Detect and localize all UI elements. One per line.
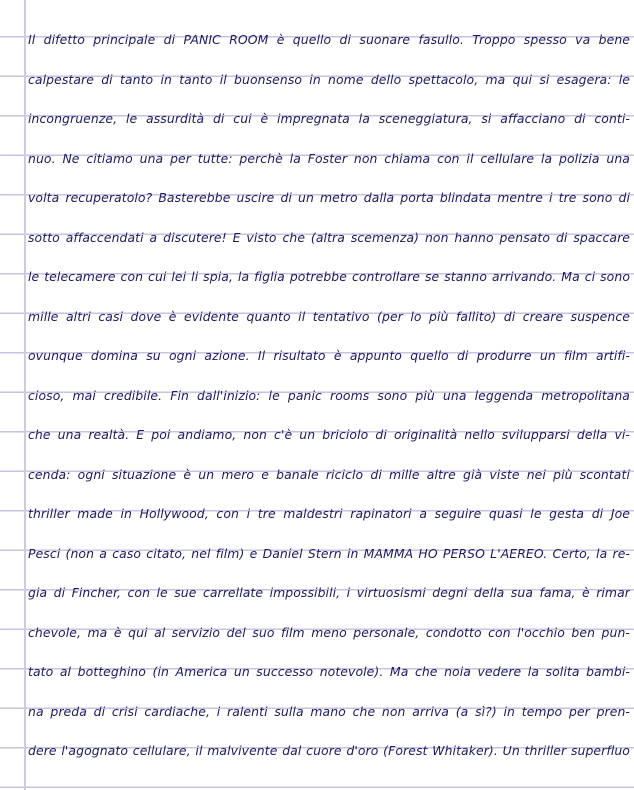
- text-line: calpestare di tanto in tanto il buonsenso in nome dello spettacolo, ma qui si esagera: le: [28, 71, 630, 87]
- text-line: tato al botteghino (in America un successo notevole). Ma che noia vedere la solita bambi-: [28, 664, 630, 679]
- text-line: le telecamere con cui lei li spia, la figlia potrebbe controllare se stanno arrivando. Ma ci sono: [28, 269, 630, 284]
- text-line: nuo. Ne citiamo una per tutte: perchè la Foster non chiama con il cellulare la polizia una: [28, 150, 630, 166]
- text-line: chevole, ma è qui al servizio del suo film meno personale, condotto con l'occhio ben pun-: [28, 624, 630, 640]
- text-line: dere l'agognato cellulare, il malvivente dal cuore d'oro (Forest Whitaker). Un thriller superfluo: [28, 743, 630, 758]
- text-line: mille altri casi dove è evidente quanto il tentativo (per lo più fallito) di creare suspence: [28, 308, 630, 324]
- text-line: ovunque domina su ogni azione. Il risultato è appunto quello di produrre un film artifi-: [28, 348, 630, 363]
- text-line: incongruenze, le assurdità di cui è impregnata la sceneggiatura, si affacciano di conti-: [28, 111, 630, 126]
- text-line: cioso, mai credibile. Fin dall'inizio: le panic rooms sono più una leggenda metropolitana: [28, 387, 630, 403]
- text-line: na preda di crisi cardiache, i ralenti sulla mano che non arriva (a sì?) in tempo per pren-: [28, 703, 630, 719]
- text-line: thriller made in Hollywood, con i tre maldestri rapinatori a seguire quasi le gesta di Joe: [28, 506, 630, 521]
- text-line: gia di Fincher, con le sue carrellate impossibili, i virtuosismi degni della sua fama, è rimar: [28, 585, 630, 600]
- margin-line: [24, 0, 26, 790]
- text-line: sotto affaccendati a discutere! E visto che (altra scemenza) non hanno pensato di spaccare: [28, 229, 630, 245]
- text-line: Pesci (non a caso citato, nel film) e Daniel Stern in MAMMA HO PERSO L'AEREO. Certo, la re-: [28, 545, 630, 561]
- text-line: cenda: ogni situazione è un mero e banale riciclo di mille altre già viste nei più scontati: [28, 466, 630, 482]
- text-line: Il difetto principale di PANIC ROOM è quello di suonare fasullo. Troppo spesso va bene: [28, 32, 630, 47]
- text-line: che una realtà. E poi andiamo, non c'è un briciolo di originalità nello svilupparsi della vi-: [28, 427, 630, 442]
- text-line: volta recuperatolo? Basterebbe uscire di un metro dalla porta blindata mentre i tre sono di: [28, 190, 630, 205]
- handwritten-text-block: [28, 20, 630, 771]
